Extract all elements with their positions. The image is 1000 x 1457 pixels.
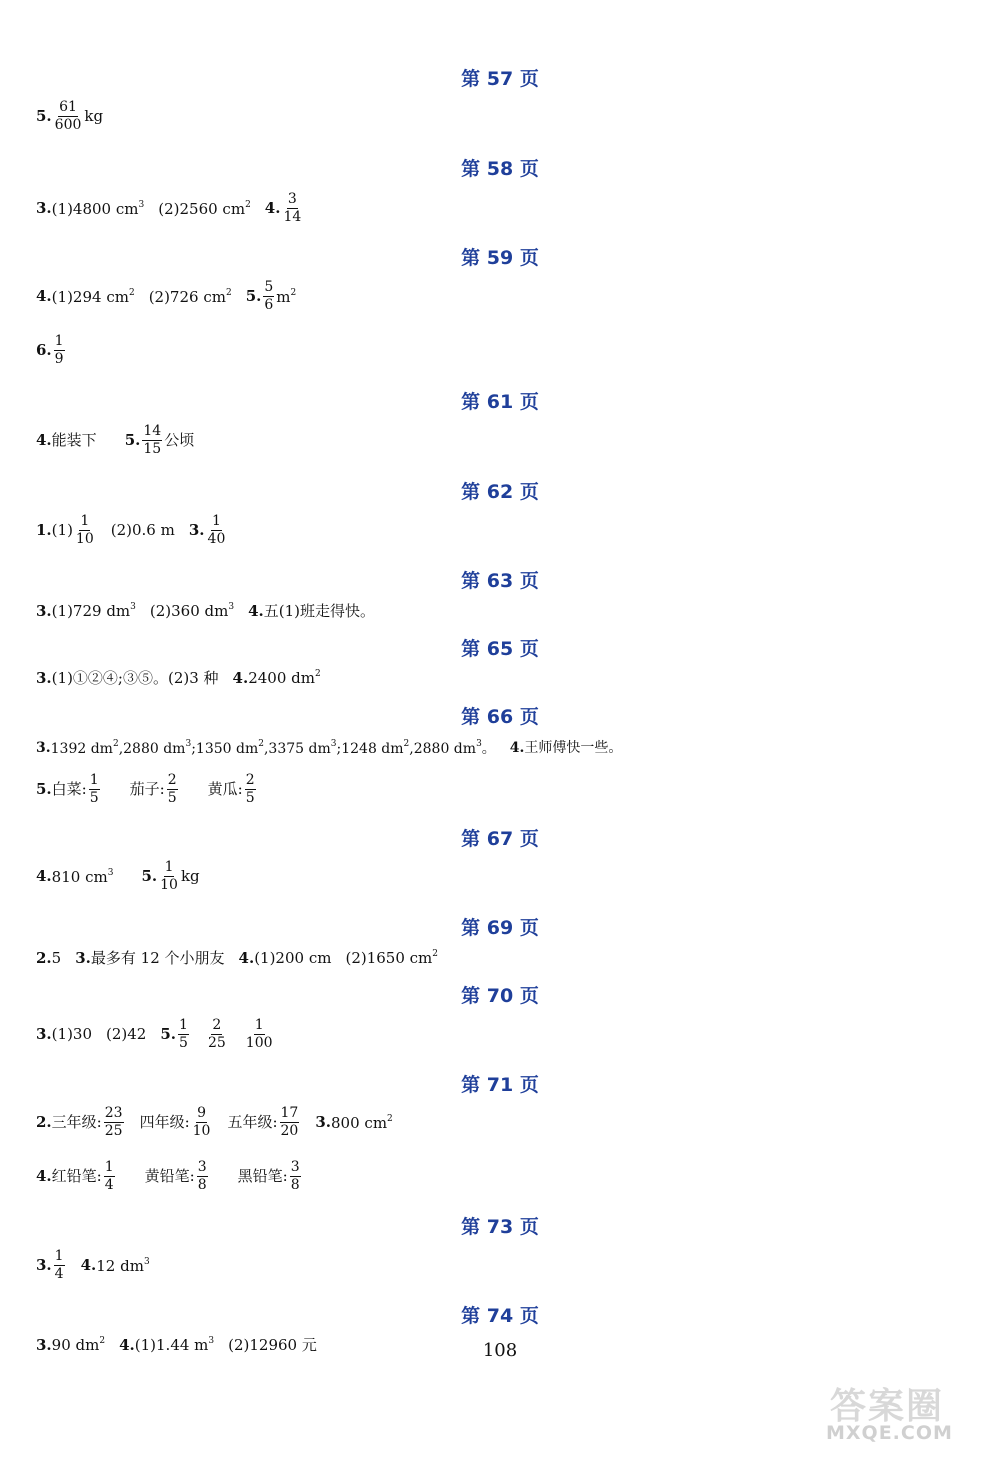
answer-text: 810 $cm^3$ — [51, 867, 114, 886]
question-number: 2. — [36, 948, 52, 967]
answer-text: (2)42 — [106, 1025, 147, 1043]
page-number: 108 — [482, 1340, 518, 1361]
question-number: 1. — [36, 521, 52, 539]
answer-text: (1)4800 $cm^3$ — [51, 199, 145, 218]
answer-line — [36, 740, 622, 756]
question-number: 4. — [248, 601, 264, 620]
answer-text: (2)360 $dm^3$ — [149, 602, 235, 620]
answer-label: 黑铅笔: — [237, 1167, 288, 1185]
question-number: 5. — [36, 107, 52, 125]
fraction: $\frac{61}{600}$ — [54, 99, 82, 133]
question-number: 3. — [315, 1113, 332, 1131]
section-title-59: 第 59 页 — [461, 247, 539, 269]
unit: kg — [180, 867, 200, 885]
section-title-63: 第 63 页 — [461, 570, 539, 592]
question-number: 3. — [36, 1025, 52, 1043]
question-number: 3. — [36, 668, 52, 687]
answer-line — [36, 670, 321, 686]
fraction: $\frac{1}{5}$ — [89, 772, 99, 806]
question-number: 3. — [36, 740, 51, 756]
question-number: 3. — [188, 521, 205, 539]
answer-line — [36, 192, 304, 225]
question-number: 5. — [141, 867, 158, 885]
section-title-74: 第 74 页 — [461, 1305, 539, 1327]
answer-line — [36, 860, 200, 893]
answer-line — [36, 334, 67, 367]
answer-text: (2)1650 $cm^2$ — [345, 949, 439, 967]
answer-label: 白菜: — [51, 780, 87, 798]
section-title-73: 第 73 页 — [461, 1216, 539, 1238]
question-number: 4. — [36, 867, 52, 885]
question-number: 5. — [36, 780, 52, 798]
question-number: 4. — [80, 1256, 97, 1274]
answer-text: 12 $dm^3$ — [96, 1256, 150, 1275]
fraction: $\frac{3}{14}$ — [283, 191, 302, 225]
answer-line — [36, 1249, 150, 1282]
question-number: 4. — [509, 740, 525, 756]
answer-line — [36, 280, 296, 313]
section-title-57: 第 57 页 — [461, 68, 539, 90]
question-number: 5. — [160, 1025, 177, 1043]
section-title-58: 第 58 页 — [461, 158, 539, 180]
fraction: $\frac{17}{20}$ — [280, 1105, 299, 1139]
answer-text: (1)729 $dm^3$ — [51, 602, 136, 620]
unit: kg — [84, 107, 104, 125]
question-number: 5. — [124, 431, 141, 449]
fraction: $\frac{1}{9}$ — [54, 333, 64, 367]
answer-text: (1)30 — [51, 1025, 93, 1043]
question-number: 4. — [264, 199, 281, 217]
fraction: $\frac{3}{8}$ — [290, 1159, 300, 1193]
question-number: 3. — [36, 601, 52, 620]
answer-line — [36, 1018, 276, 1051]
question-number: 3. — [36, 1256, 52, 1274]
question-number: 4. — [36, 287, 52, 305]
question-number: 4. — [238, 948, 255, 967]
answer-line — [36, 1106, 393, 1139]
section-title-69: 第 69 页 — [461, 917, 539, 939]
section-title-65: 第 65 页 — [461, 638, 539, 660]
answer-text: (2)0.6 m — [110, 521, 175, 539]
question-number: 4. — [119, 1335, 135, 1354]
answer-line — [36, 603, 375, 619]
answer-text: 5 — [51, 948, 62, 967]
answer-text: 王师傅快一些。 — [524, 740, 623, 756]
watermark-url: MXQE.COM — [826, 1422, 953, 1444]
answer-text: 800 $cm^2$ — [331, 1113, 393, 1132]
answer-text: 五(1)班走得快。 — [263, 601, 376, 620]
answer-label: 黄瓜: — [207, 780, 243, 798]
question-number: 6. — [36, 341, 52, 359]
question-number: 5. — [245, 287, 262, 305]
answer-text: (1)200 cm — [254, 948, 332, 967]
section-title-61: 第 61 页 — [461, 391, 539, 413]
answer-text: 能装下 — [51, 431, 97, 449]
question-number: 3. — [36, 1335, 52, 1354]
answer-line — [36, 950, 438, 966]
answer-line — [36, 773, 258, 806]
fraction: $\frac{9}{10}$ — [192, 1105, 211, 1139]
unit: 公顷 — [164, 431, 195, 449]
answer-text: 最多有 12 个小朋友 — [90, 948, 225, 967]
answer-text: (2)12960 元 — [228, 1335, 317, 1354]
fraction: $\frac{1}{10}$ — [75, 513, 94, 547]
question-number: 4. — [232, 668, 249, 687]
fraction: $\frac{2}{5}$ — [245, 772, 255, 806]
question-number: 4. — [36, 431, 52, 449]
answer-line — [36, 514, 228, 547]
fraction: $\frac{1}{5}$ — [179, 1017, 188, 1051]
section-title-67: 第 67 页 — [461, 828, 539, 850]
answer-text: (1)1.44 $m^3$ — [134, 1336, 215, 1354]
fraction: $\frac{3}{8}$ — [197, 1159, 207, 1193]
answer-text: 1392 $dm^2,2880$ $dm^3;1350$ $dm^2,3375$ $dm^3;1248$ $dm^2,2880$ $dm^3$。 — [50, 739, 496, 757]
answer-text: (1)294 $cm^2$ — [51, 287, 135, 306]
answer-line — [36, 1160, 303, 1193]
answer-label: 三年级: — [51, 1113, 102, 1131]
answer-label: 黄铅笔: — [144, 1167, 195, 1185]
section-title-71: 第 71 页 — [461, 1074, 539, 1096]
fraction: $\frac{1}{10}$ — [160, 859, 178, 893]
answer-line — [36, 424, 194, 457]
question-number: 4. — [36, 1167, 52, 1185]
answer-text: (1)①②④;③⑤。(2)3 种 — [51, 668, 219, 687]
answer-text: (1) — [51, 521, 73, 539]
watermark-logo — [820, 1378, 980, 1448]
unit: $m^2$ — [276, 287, 297, 306]
fraction: $\frac{2}{25}$ — [207, 1017, 226, 1051]
answer-label: 四年级: — [139, 1113, 190, 1131]
fraction: $\frac{14}{15}$ — [143, 423, 162, 457]
fraction: $\frac{1}{100}$ — [245, 1017, 273, 1051]
answer-text: (2)726 $cm^2$ — [148, 287, 232, 306]
fraction: $\frac{2}{5}$ — [167, 772, 177, 806]
question-number: 3. — [36, 199, 52, 217]
fraction: $\frac{1}{4}$ — [54, 1248, 64, 1282]
section-title-70: 第 70 页 — [461, 985, 539, 1007]
fraction: $\frac{1}{4}$ — [104, 1159, 114, 1193]
section-title-66: 第 66 页 — [461, 706, 539, 728]
answer-text: 2400 $dm^2$ — [248, 669, 321, 687]
fraction: $\frac{23}{25}$ — [104, 1105, 123, 1139]
section-title-62: 第 62 页 — [461, 481, 539, 503]
answer-line — [36, 100, 103, 133]
answer-label: 茄子: — [129, 780, 165, 798]
answer-label: 五年级: — [227, 1113, 278, 1131]
answer-text: (2)2560 $cm^2$ — [158, 199, 251, 218]
answer-text: 90 $dm^2$ — [51, 1336, 106, 1354]
fraction: $\frac{5}{6}$ — [264, 279, 274, 313]
watermark-logo-text: 答案圈 — [830, 1386, 945, 1427]
answer-label: 红铅笔: — [51, 1167, 102, 1185]
fraction: $\frac{1}{40}$ — [207, 513, 226, 547]
question-number: 2. — [36, 1113, 52, 1131]
question-number: 3. — [75, 948, 91, 967]
